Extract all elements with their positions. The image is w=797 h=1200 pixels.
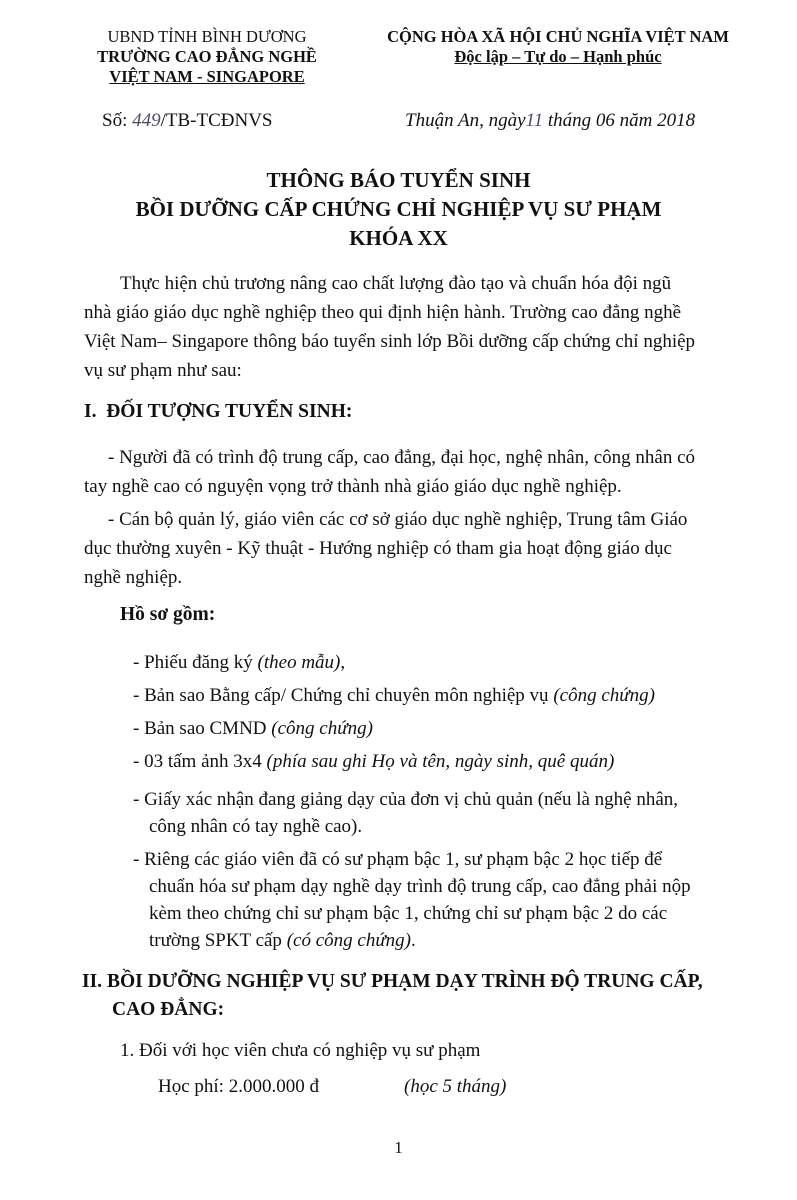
- hoso-item-6-line4: trường SPKT cấp (có công chứng).: [149, 930, 416, 951]
- national-title: CỘNG HÒA XÃ HỘI CHỦ NGHĨA VIỆT NAM: [387, 27, 729, 46]
- hoso-item-1: - Phiếu đăng ký (theo mẫu),: [133, 652, 346, 673]
- title-line2: BỒI DƯỠNG CẤP CHỨNG CHỈ NGHIỆP VỤ SƯ PHẠM: [135, 197, 662, 221]
- tuition-fee: Học phí: 2.000.000 đ: [158, 1076, 319, 1097]
- intro-line1: Thực hiện chủ trương nâng cao chất lượng đào tạo và chuẩn hóa đội ngũ: [120, 273, 672, 294]
- hoso-item-2: - Bản sao Bằng cấp/ Chứng chỉ chuyên môn nghiệp vụ (công chứng): [133, 685, 655, 706]
- document-date: Thuận An, ngày11 tháng 06 năm 2018: [405, 110, 696, 131]
- tuition-duration: (học 5 tháng): [404, 1076, 507, 1097]
- intro-line2: nhà giáo giáo dục nghề nghiệp theo qui định hiện hành. Trường cao đẳng nghề: [84, 302, 682, 323]
- hoso-item-5-line1: - Giấy xác nhận đang giảng dạy của đơn vị chủ quản (nếu là nghệ nhân,: [133, 789, 679, 810]
- section1-p1-line2: tay nghề cao có nguyện vọng trở thành nhà giáo giáo dục nghề nghiệp.: [84, 476, 622, 497]
- school-name-line1: TRƯỜNG CAO ĐẲNG NGHỀ: [97, 47, 317, 66]
- handwritten-number: 449: [132, 110, 161, 131]
- hoso-item-6-line1: - Riêng các giáo viên đã có sư phạm bậc 1, sư phạm bậc 2 học tiếp để: [133, 849, 663, 870]
- hoso-heading: Hồ sơ gồm:: [120, 604, 216, 625]
- national-motto: Độc lập – Tự do – Hạnh phúc: [454, 47, 662, 66]
- intro-line3: Việt Nam– Singapore thông báo tuyển sinh lớp Bồi dưỡng cấp chứng chỉ nghiệp: [84, 331, 696, 352]
- section2-sub1: 1. Đối với học viên chưa có nghiệp vụ sư phạm: [120, 1040, 481, 1061]
- handwritten-day: 11: [525, 110, 544, 131]
- section1-p1-line1: - Người đã có trình độ trung cấp, cao đẳng, đại học, nghệ nhân, công nhân có: [108, 447, 696, 468]
- hoso-item-4: - 03 tấm ảnh 3x4 (phía sau ghi Họ và tên, ngày sinh, quê quán): [133, 751, 615, 772]
- hoso-item-5-line2: công nhân có tay nghề cao).: [149, 816, 363, 837]
- section2-heading-line2: CAO ĐẲNG:: [112, 999, 225, 1020]
- document-number: Số: 449/TB-TCĐNVS: [102, 110, 273, 131]
- hoso-item-6-line2: chuẩn hóa sư phạm dạy nghề dạy trình độ trung cấp, cao đẳng phải nộp: [149, 876, 691, 897]
- school-name-line2: VIỆT NAM - SINGAPORE: [109, 67, 305, 86]
- agency-name: UBND TỈNH BÌNH DƯƠNG: [107, 27, 307, 46]
- section1-heading: I. ĐỐI TƯỢNG TUYỂN SINH:: [84, 401, 353, 422]
- page-number: 1: [394, 1138, 403, 1157]
- title-line1: THÔNG BÁO TUYỂN SINH: [266, 168, 531, 192]
- section1-p2-line3: nghề nghiệp.: [84, 567, 183, 588]
- hoso-item-6-line3: kèm theo chứng chỉ sư phạm bậc 1, chứng chỉ sư phạm bậc 2 do các: [149, 903, 668, 924]
- title-line3: KHÓA XX: [349, 226, 448, 250]
- section1-p2-line2: dục thường xuyên - Kỹ thuật - Hướng nghiệp có tham gia hoạt động giáo dục: [84, 538, 672, 559]
- hoso-item-3: - Bản sao CMND (công chứng): [133, 718, 373, 739]
- intro-line4: vụ sư phạm như sau:: [84, 360, 242, 381]
- section1-p2-line1: - Cán bộ quản lý, giáo viên các cơ sở giáo dục nghề nghiệp, Trung tâm Giáo: [108, 509, 688, 530]
- section2-heading-line1: II. BỒI DƯỠNG NGHIỆP VỤ SƯ PHẠM DẠY TRÌNH ĐỘ TRUNG CẤP,: [82, 971, 703, 992]
